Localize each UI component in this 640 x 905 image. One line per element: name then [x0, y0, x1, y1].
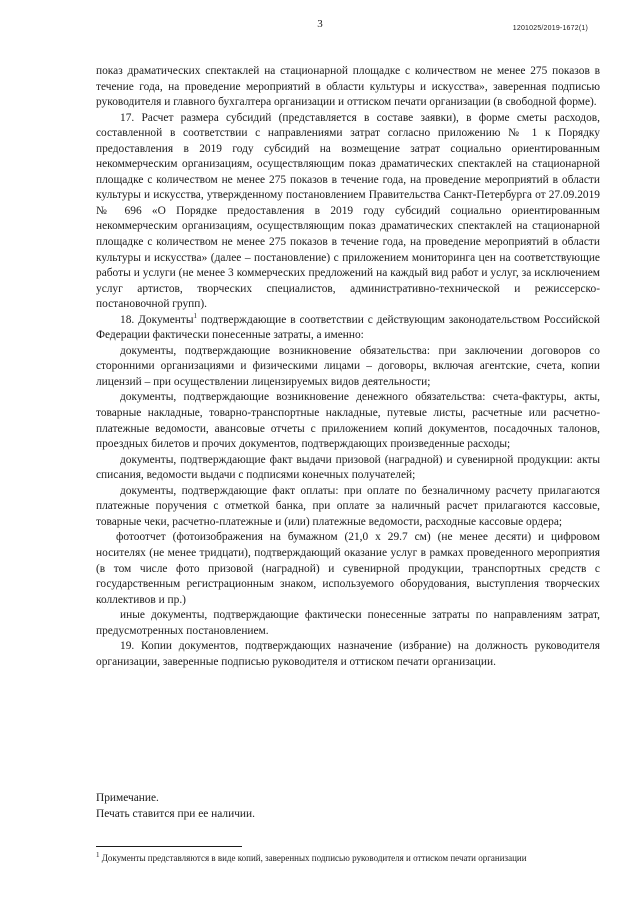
footnote-divider	[96, 846, 242, 847]
list-item-monetary-obligation-documents: документы, подтверждающие возникновение денежного обязательства: счета-фактуры, акты, товарные накладные, товарно-транспортные накладные, путевые листы, расчетные или расчетно-платежные ведомости, авансовые отчеты с приложением копий документов, посадочных талонов, проездных билетов и прочих документов, подтверждающих произведенные расходы;	[96, 391, 600, 451]
footnote	[96, 852, 600, 864]
list-item-obligation-documents: документы, подтверждающие возникновение обязательства: при заключении договоров со сторонними организациями и физическими лицами – договоры, включая агентские, счета, копии лицензий – при осуществлении лицензируемых видов деятельности;	[96, 344, 600, 388]
list-item-payment-documents: документы, подтверждающие факт оплаты: при оплате по безналичному расчету прилагаются платежные поручения с отметкой банка, при оплате за наличный расчет прилагаются кассовые, товарные чеки, расчетно-платежные и (или) платежные ведомости, расходные кассовые ордера;	[96, 484, 600, 528]
paragraph-18-lead: 18. Документы	[120, 313, 194, 326]
note-text: Печать ставится при ее наличии.	[96, 808, 255, 820]
note-title: Примечание.	[96, 792, 159, 804]
list-item-photo-report: фотоотчет (фотоизображения на бумажном (21,0 х 29.7 см) (не менее десяти) и цифровом носителях (не менее тридцати), подтверждающий оказание услуг в рамках проведенного мероприятия (в том числе фото призовой (наградной) и сувенирной продукции, транспортных средств с государственным регистрационным знаком, используемого оборудования, выступления творческих коллективов и пр.)	[96, 531, 600, 606]
paragraph-18	[96, 313, 600, 344]
paragraph-17: 17. Расчет размера субсидий (представляется в составе заявки), в форме сметы расходов, составленной в соответствии с направлениями затрат согласно приложению № 1 к Порядку предоставления в 2019 году субсидий на возмещение затрат социально ориентированным некоммерческим организациям, осуществляющим показ драматических спектаклей на стационарной площадке с количеством не менее 275 показов в течение года, на проведение мероприятий в области культуры и искусства, утвержденному постановлением Правительства Санкт-Петербурга от 27.09.2019 № 696 «О Порядке предоставления в 2019 году субсидий социально ориентированным некоммерческим организациям, осуществляющим показ драматических спектаклей на стационарной площадке с количеством не менее 275 показов в течение года, на проведение мероприятий в области культуры и искусства» (далее – постановление) с приложением мониторинга цен на соответствующие работы и услуги (не менее 3 коммерческих предложений на каждый вид работ и услуг, за исключением услуг артистов, творческих специалистов, административно-технической и режиссерско-постановочной групп).	[96, 111, 600, 311]
footnote-marker: 1	[96, 851, 100, 859]
paragraph-continuation: показ драматических спектаклей на стационарной площадке с количеством не менее 275 показов в течение года, на проведение мероприятий в области культуры и искусства», заверенная подписью руководителя и главного бухгалтера организации и оттиском печати организации (в свободной форме).	[96, 65, 600, 109]
footnote-reference: 1	[193, 311, 197, 320]
paragraph-19: 19. Копии документов, подтверждающих назначение (избрание) на должность руководителя организации, заверенные подписью руководителя и оттиском печати организации.	[96, 640, 600, 668]
document-code: 1201025/2019-1672(1)	[512, 25, 588, 32]
footnote-text: Документы представляются в виде копий, заверенных подписью руководителя и оттиском печати организации	[99, 853, 527, 863]
paragraph-18-text: подтверждающие в соответствии с действующим законодательством Российской Федерации фактически понесенные затраты, а именно:	[96, 313, 600, 342]
list-item-other-documents: иные документы, подтверждающие фактически понесенные затраты по направлениям затрат, предусмотренных постановлением.	[96, 609, 600, 637]
list-item-prize-issue-documents: документы, подтверждающие факт выдачи призовой (наградной) и сувенирной продукции: акты списания, ведомости выдачи с подписями конечных получателей;	[96, 453, 600, 482]
document-body	[96, 64, 600, 670]
page-number: 3	[317, 18, 323, 30]
note-block	[96, 790, 255, 822]
